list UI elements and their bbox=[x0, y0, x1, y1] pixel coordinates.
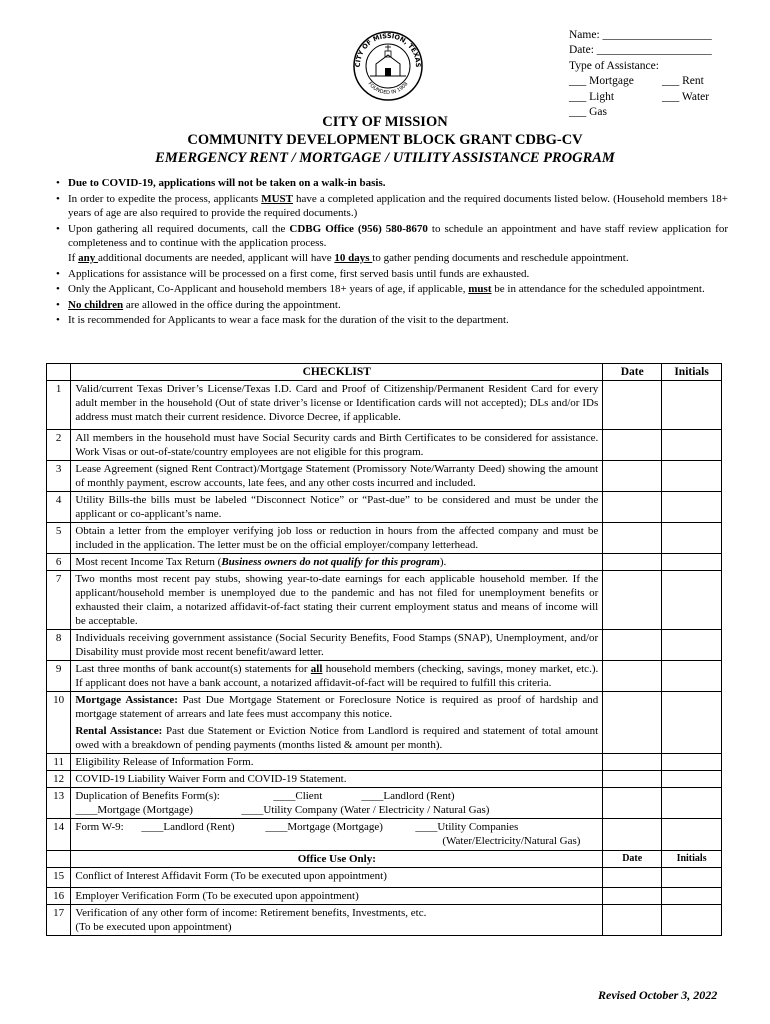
bullet-icon: • bbox=[56, 177, 60, 189]
emphasis-text: must bbox=[468, 283, 492, 296]
revision-date: Revised October 3, 2022 bbox=[598, 988, 718, 1002]
instruction-text: additional documents are needed, applicant will have bbox=[97, 251, 335, 264]
row-description: Valid/current Texas Driver’s License/Texas I.D. Card and Proof of Citizenship/Permanent Resident Card for every adult member in the household (Out of state driver’s license or Identification cards will not accepted); DLs and/or IDs address must match their current residence. Divorce Decree, if applicable. bbox=[71, 381, 603, 430]
date-cell[interactable] bbox=[603, 788, 662, 819]
header-number-cell bbox=[47, 851, 71, 868]
instruction-item bbox=[56, 222, 728, 266]
date-cell[interactable] bbox=[603, 868, 662, 888]
header-initials: Initials bbox=[662, 364, 722, 381]
header-initials: Initials bbox=[662, 851, 722, 868]
row-number: 12 bbox=[47, 771, 71, 788]
row-text: ). bbox=[439, 556, 447, 568]
date-cell[interactable] bbox=[603, 630, 662, 661]
landlord-rent-checkbox[interactable]: ____Landlord (Rent) bbox=[141, 821, 235, 833]
row-text: Most recent Income Tax Return ( bbox=[75, 556, 222, 568]
row-text: Duplication of Benefits Form(s): bbox=[75, 790, 220, 802]
office-use-header-row bbox=[47, 851, 722, 868]
date-cell[interactable] bbox=[603, 523, 662, 554]
header-checklist: CHECKLIST bbox=[71, 364, 603, 381]
instruction-item bbox=[56, 192, 728, 221]
table-row bbox=[47, 754, 722, 771]
date-cell[interactable] bbox=[603, 554, 662, 571]
bullet-icon: • bbox=[56, 283, 60, 296]
table-row bbox=[47, 630, 722, 661]
row-number: 17 bbox=[47, 905, 71, 936]
instruction-text: to gather pending documents and reschedule appointment. bbox=[372, 251, 629, 264]
instruction-item bbox=[56, 298, 728, 313]
table-row bbox=[47, 461, 722, 492]
instruction-text: Due to COVID-19, applications will not be taken on a walk-in basis. bbox=[68, 177, 386, 189]
row-text: Past Due Mortgage Statement or Foreclosure Notice is required as proof of hardship and mortgage statement of arrears and late fees must accompany this notice. bbox=[75, 694, 599, 720]
mortgage-checkbox[interactable]: ____Mortgage (Mortgage) bbox=[75, 804, 193, 816]
seal-text-bottom: FOUNDED IN 1908 bbox=[366, 81, 410, 97]
row-description: Two months most recent pay stubs, showing year-to-date earnings for each applicable household member. If the applicant/household member is unemployed due to the pandemic and has not filed for unemployment benefits or exhausted their claim, a notarized affidavit-of-fact stating their current employment status and means of income will be acceptable. bbox=[71, 571, 603, 630]
header-date: Date bbox=[603, 851, 662, 868]
title-city: CITY OF MISSION bbox=[322, 114, 448, 130]
initials-cell[interactable] bbox=[662, 754, 722, 771]
title-program: COMMUNITY DEVELOPMENT BLOCK GRANT CDBG-CV bbox=[187, 132, 583, 148]
office-phone: CDBG Office (956) 580-8670 bbox=[289, 222, 428, 235]
type-of-assistance-label: Type of Assistance: bbox=[569, 59, 659, 72]
row-description: Utility Bills-the bills must be labeled “Disconnect Notice” or “Past-due” to be considered and must be under the applicant or co-applicant’s name. bbox=[71, 492, 603, 523]
row-description bbox=[71, 692, 603, 754]
initials-cell[interactable] bbox=[662, 661, 722, 692]
row-description: COVID-19 Liability Waiver Form and COVID-19 Statement. bbox=[71, 771, 603, 788]
row-number: 5 bbox=[47, 523, 71, 554]
emphasis-text: any bbox=[78, 251, 98, 264]
initials-cell[interactable] bbox=[662, 771, 722, 788]
table-row bbox=[47, 492, 722, 523]
row-emphasis: Business owners do not qualify for this program bbox=[221, 556, 440, 568]
row-number: 1 bbox=[47, 381, 71, 430]
date-field[interactable]: Date: ____________________ bbox=[569, 44, 712, 57]
table-row bbox=[47, 523, 722, 554]
row-text: Verification of any other form of income: Retirement benefits, Investments, etc. bbox=[75, 907, 427, 919]
initials-cell[interactable] bbox=[662, 523, 722, 554]
initials-cell[interactable] bbox=[662, 905, 722, 936]
instruction-text: have a completed application and the required documents listed below. (Household members 18+ years of age are also required to provide the required documents.) bbox=[68, 192, 728, 220]
initials-cell[interactable] bbox=[662, 381, 722, 430]
row-number: 6 bbox=[47, 554, 71, 571]
mortgage-checkbox[interactable]: ____Mortgage (Mortgage) bbox=[265, 821, 383, 833]
date-cell[interactable] bbox=[603, 819, 662, 851]
row-description: Employer Verification Form (To be executed upon appointment) bbox=[71, 888, 603, 905]
row-description bbox=[71, 661, 603, 692]
row-description bbox=[71, 819, 603, 851]
row-number: 16 bbox=[47, 888, 71, 905]
instruction-text: Upon gathering all required documents, call the bbox=[68, 222, 290, 235]
row-description: Lease Agreement (signed Rent Contract)/Mortgage Statement (Promissory Note/Warranty Deed) showing the amount of monthly payment, escrow accounts, late fees, and any other costs incurred and included. bbox=[71, 461, 603, 492]
row-number: 13 bbox=[47, 788, 71, 819]
initials-cell[interactable] bbox=[662, 430, 722, 461]
bullet-icon: • bbox=[56, 314, 60, 327]
row-text: household members (checking, savings, money market, etc.). If applicant does not have a bank account, a notarized affidavit-of-fact will be required to fulfill this criteria. bbox=[75, 663, 599, 689]
title-subprogram: EMERGENCY RENT / MORTGAGE / UTILITY ASSISTANCE PROGRAM bbox=[155, 150, 615, 166]
rent-option[interactable]: ___ Rent bbox=[662, 75, 704, 88]
emphasis-text: MUST bbox=[261, 192, 293, 205]
bullet-icon: • bbox=[56, 298, 60, 311]
date-cell[interactable] bbox=[603, 888, 662, 905]
instruction-text: If bbox=[68, 251, 79, 264]
table-row bbox=[47, 788, 722, 819]
date-cell[interactable] bbox=[603, 492, 662, 523]
table-row bbox=[47, 381, 722, 430]
initials-cell[interactable] bbox=[662, 788, 722, 819]
water-option[interactable]: ___ Water bbox=[662, 90, 710, 103]
instruction-item bbox=[56, 282, 728, 297]
instruction-text: Only the Applicant, Co-Applicant and household members 18+ years of age, if applicable, bbox=[68, 283, 469, 296]
row-number: 8 bbox=[47, 630, 71, 661]
row-number: 15 bbox=[47, 868, 71, 888]
row-number: 14 bbox=[47, 819, 71, 851]
row-description bbox=[71, 905, 603, 936]
row-number: 11 bbox=[47, 754, 71, 771]
initials-cell[interactable] bbox=[662, 630, 722, 661]
row-number: 4 bbox=[47, 492, 71, 523]
instruction-text: In order to expedite the process, applicants bbox=[68, 192, 262, 205]
table-row bbox=[47, 905, 722, 936]
row-description: All members in the household must have Social Security cards and Birth Certificates to be considered for assistance. Work Visas or out-of-state/country employees are not eligible for this program. bbox=[71, 430, 603, 461]
initials-cell[interactable] bbox=[662, 461, 722, 492]
city-seal bbox=[352, 30, 424, 102]
instruction-item bbox=[56, 267, 728, 282]
row-number: 10 bbox=[47, 692, 71, 754]
row-number: 9 bbox=[47, 661, 71, 692]
seal-text-top: CITY OF MISSION, TEXAS bbox=[353, 31, 423, 68]
instruction-item bbox=[56, 176, 728, 191]
row-text: (To be executed upon appointment) bbox=[75, 921, 232, 933]
utility-company-checkbox[interactable]: ____Utility Company (Water / Electricity / Natural Gas) bbox=[241, 804, 490, 816]
row-description bbox=[71, 788, 603, 819]
initials-cell[interactable] bbox=[662, 888, 722, 905]
light-option[interactable]: ___ Light bbox=[569, 90, 615, 103]
date-cell[interactable] bbox=[603, 692, 662, 754]
header-number-cell bbox=[47, 364, 71, 381]
instruction-text: are allowed in the office during the appointment. bbox=[123, 298, 341, 311]
table-row bbox=[47, 888, 722, 905]
header-date: Date bbox=[603, 364, 662, 381]
date-cell[interactable] bbox=[603, 571, 662, 630]
landlord-rent-checkbox[interactable]: ____Landlord (Rent) bbox=[361, 790, 455, 802]
date-cell[interactable] bbox=[603, 754, 662, 771]
bullet-icon: • bbox=[56, 222, 60, 235]
gas-option[interactable]: ___ Gas bbox=[569, 106, 608, 119]
row-description: Individuals receiving government assistance (Social Security Benefits, Food Stamps (SNAP), Unemployment, and/or Disability must provide most recent benefit/award letter. bbox=[71, 630, 603, 661]
svg-text:FOUNDED IN 1908 bbox=[367, 81, 410, 96]
row-number: 3 bbox=[47, 461, 71, 492]
emphasis-text: 10 days bbox=[334, 251, 373, 264]
initials-cell[interactable] bbox=[662, 819, 722, 851]
utility-companies-checkbox[interactable]: ____Utility Companies bbox=[415, 821, 519, 833]
checklist-table bbox=[46, 363, 722, 936]
row-number: 7 bbox=[47, 571, 71, 630]
table-row bbox=[47, 554, 722, 571]
initials-cell[interactable] bbox=[662, 492, 722, 523]
office-use-heading: Office Use Only: bbox=[71, 851, 603, 868]
instruction-text: Applications for assistance will be processed on a first come, first served basis until funds are exhausted. bbox=[68, 267, 530, 280]
instruction-item bbox=[56, 313, 728, 328]
row-description bbox=[71, 554, 603, 571]
date-cell[interactable] bbox=[603, 905, 662, 936]
initials-cell[interactable] bbox=[662, 868, 722, 888]
row-text: Past due Statement or Eviction Notice from Landlord is required and statement of total amount owed with a breakdown of pending payments (months listed & amount per month). bbox=[75, 725, 599, 751]
initials-cell[interactable] bbox=[662, 692, 722, 754]
document-title bbox=[0, 113, 770, 167]
date-cell[interactable] bbox=[603, 771, 662, 788]
table-row bbox=[47, 868, 722, 888]
instruction-text: It is recommended for Applicants to wear a face mask for the duration of the visit to the department. bbox=[68, 314, 509, 327]
client-checkbox[interactable]: ____Client bbox=[273, 790, 323, 802]
emphasis-text: No children bbox=[68, 298, 124, 311]
row-description: Obtain a letter from the employer verifying job loss or reduction in hours from the affected company and must be included in the application. The letter must be on the official employer/company letterhead. bbox=[71, 523, 603, 554]
date-cell[interactable] bbox=[603, 430, 662, 461]
bullet-icon: • bbox=[56, 192, 60, 205]
row-description: Eligibility Release of Information Form. bbox=[71, 754, 603, 771]
initials-cell[interactable] bbox=[662, 554, 722, 571]
date-cell[interactable] bbox=[603, 461, 662, 492]
mortgage-assistance-label: Mortgage Assistance: bbox=[75, 694, 178, 706]
instructions-list bbox=[56, 176, 728, 329]
table-row bbox=[47, 661, 722, 692]
date-cell[interactable] bbox=[603, 381, 662, 430]
rental-assistance-label: Rental Assistance: bbox=[75, 725, 163, 737]
table-row bbox=[47, 430, 722, 461]
row-text: Last three months of bank account(s) statements for bbox=[75, 663, 311, 675]
table-row bbox=[47, 692, 722, 754]
table-row bbox=[47, 571, 722, 630]
table-row bbox=[47, 819, 722, 851]
table-row bbox=[47, 771, 722, 788]
row-text: (Water/Electricity/Natural Gas) bbox=[442, 835, 581, 847]
initials-cell[interactable] bbox=[662, 571, 722, 630]
row-text: Form W-9: bbox=[75, 821, 124, 833]
name-field[interactable]: Name: ___________________ bbox=[569, 29, 712, 41]
applicant-info bbox=[569, 28, 712, 120]
mortgage-option[interactable]: ___ Mortgage bbox=[569, 75, 634, 88]
row-description: Conflict of Interest Affidavit Form (To be executed upon appointment) bbox=[71, 868, 603, 888]
table-header-row bbox=[47, 364, 722, 381]
instruction-text: to schedule an appointment and have staff review application for completeness and to continue with the application process. bbox=[68, 222, 728, 250]
row-emphasis: all bbox=[310, 663, 323, 675]
row-number: 2 bbox=[47, 430, 71, 461]
bullet-icon: • bbox=[56, 267, 60, 280]
date-cell[interactable] bbox=[603, 661, 662, 692]
instruction-text: be in attendance for the scheduled appointment. bbox=[491, 283, 705, 296]
